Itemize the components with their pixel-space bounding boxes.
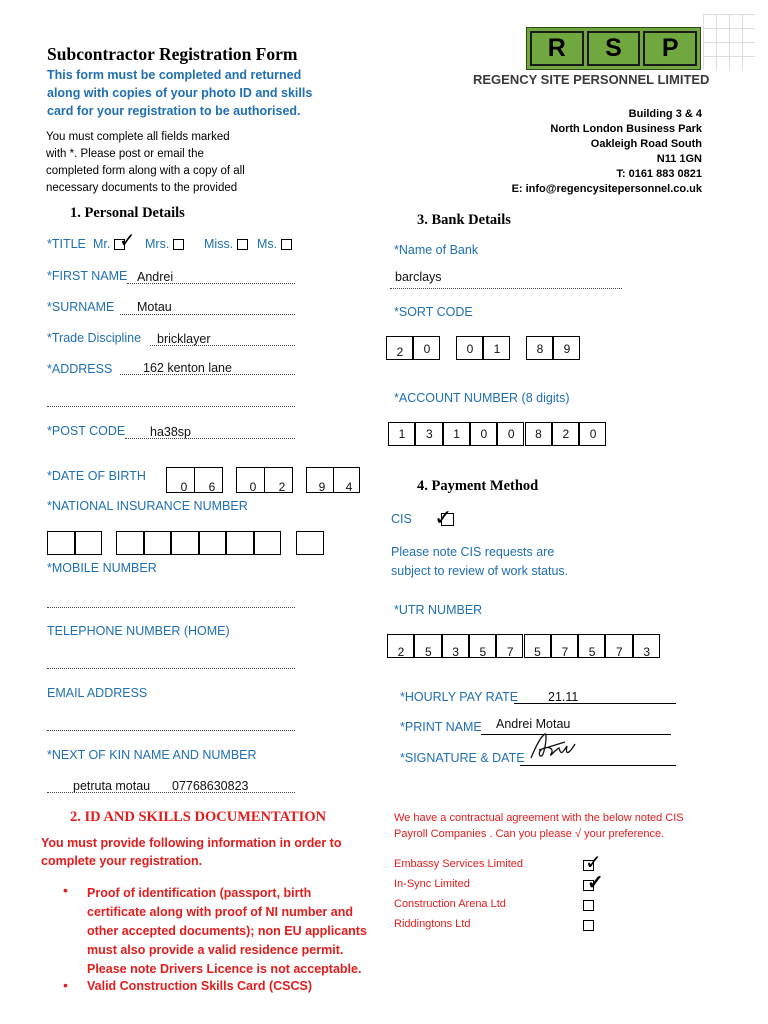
- kin-label: *NEXT OF KIN NAME AND NUMBER: [47, 748, 257, 762]
- dob-digit: 0: [180, 480, 188, 494]
- payroll-company-construction-arena: Construction Arena Ltd: [394, 898, 506, 910]
- mobile-label: *MOBILE NUMBER: [47, 561, 157, 575]
- mobile-line[interactable]: [47, 606, 295, 608]
- bank-details-heading: 3. Bank Details: [417, 212, 511, 228]
- hourly-rate-value[interactable]: 21.11: [548, 690, 579, 704]
- postcode-line: [125, 437, 295, 439]
- dob-digit: 0: [249, 480, 257, 494]
- id-docs-heading: 2. ID AND SKILLS DOCUMENTATION: [70, 809, 327, 825]
- signature-image: [525, 730, 583, 764]
- ni-digit-box[interactable]: [75, 531, 103, 555]
- id-docs-bullet-1: Proof of identification (passport, birth certificate along with proof of NI number and other accepted documents); non EU applicants must also provide a valid residence permit. Please note Drivers Licence is not acceptable.: [87, 886, 367, 976]
- dob-label: *DATE OF BIRTH: [47, 469, 146, 483]
- print-name-value[interactable]: Andrei Motau: [496, 717, 571, 731]
- first-name-label: *FIRST NAME: [47, 269, 128, 283]
- rsp-logo: [526, 27, 701, 70]
- utr-digit: 5: [479, 645, 487, 659]
- logo-letter: P: [643, 31, 697, 66]
- check-mark-icon: ✓: [119, 230, 136, 252]
- ni-digit-box[interactable]: [199, 531, 227, 555]
- account-digit: 0: [480, 427, 488, 441]
- email-label: EMAIL ADDRESS: [47, 686, 148, 700]
- payroll-company-insync: In-Sync Limited: [394, 878, 470, 890]
- account-digit: 1: [453, 427, 460, 441]
- utr-digit: 7: [616, 645, 623, 659]
- company-address: Building 3 & 4 North London Business Park Oakleigh Road South N11 1GN T: 0161 883 0821 E: info@regencysitepersonnel.co.uk: [511, 108, 702, 195]
- postcode-label: *POST CODE: [47, 424, 126, 438]
- utr-digit: 5: [588, 645, 596, 659]
- logo-grid-decoration: [703, 14, 755, 70]
- signature-label: *SIGNATURE & DATE: [400, 751, 525, 765]
- surname-value[interactable]: Motau: [137, 300, 172, 314]
- hourly-rate-line: [514, 703, 676, 704]
- account-digit: 0: [589, 427, 597, 441]
- telephone-line[interactable]: [47, 667, 295, 669]
- sort-code-digit: 9: [563, 342, 571, 356]
- intro-blue: This form must be completed and returned along with copies of your photo ID and skills card for your registration to be authorised.: [47, 68, 313, 118]
- sort-code-digit: 0: [466, 342, 474, 356]
- ni-label: *NATIONAL INSURANCE NUMBER: [47, 499, 248, 513]
- dob-digit: 4: [345, 480, 353, 494]
- title-option-ms[interactable]: Ms.: [257, 237, 292, 251]
- cis-note: Please note CIS requests are subject to review of work status.: [391, 545, 569, 578]
- payment-method-heading: 4. Payment Method: [417, 478, 539, 494]
- dob-digit: 9: [318, 480, 326, 494]
- first-name-line: [127, 282, 295, 284]
- utr-digit: 3: [452, 645, 459, 659]
- utr-digit: 7: [561, 645, 569, 659]
- sort-code-digit: 8: [536, 342, 544, 356]
- ni-digit-box[interactable]: [144, 531, 172, 555]
- dob-digit: 2: [278, 480, 286, 494]
- kin-name-value[interactable]: petruta motau: [73, 779, 151, 793]
- address-line-1: [120, 373, 295, 375]
- payroll-intro: We have a contractual agreement with the below noted CIS Payroll Companies . Can you please √ your preference.: [394, 812, 684, 840]
- sort-code-digit: 1: [493, 342, 501, 356]
- utr-digit: 3: [643, 645, 651, 659]
- check-mark-icon: ✓: [434, 505, 453, 530]
- bank-name-value[interactable]: barclays: [395, 270, 442, 284]
- postcode-value[interactable]: ha38sp: [150, 425, 192, 439]
- bullet-dot: •: [63, 882, 68, 898]
- telephone-label: TELEPHONE NUMBER (HOME): [47, 624, 230, 638]
- check-mark-icon: ✓: [585, 852, 602, 874]
- email-line[interactable]: [47, 729, 295, 731]
- payroll-checkbox-riddingtons[interactable]: [583, 920, 594, 931]
- ni-digit-box[interactable]: [254, 531, 282, 555]
- utr-digit: 2: [397, 645, 405, 659]
- kin-number-value[interactable]: 07768630823: [172, 779, 249, 793]
- account-digit: 3: [425, 427, 433, 441]
- logo-letter: R: [530, 31, 584, 66]
- utr-digit: 5: [424, 645, 432, 659]
- sort-code-digit: 0: [423, 342, 431, 356]
- title-option-mr[interactable]: Mr.: [93, 237, 125, 251]
- logo-letter: S: [587, 31, 641, 66]
- payroll-company-embassy: Embassy Services Limited: [394, 858, 523, 870]
- checkbox[interactable]: [173, 239, 184, 250]
- first-name-value[interactable]: Andrei: [137, 270, 174, 284]
- account-digit: 8: [535, 427, 542, 441]
- surname-label: *SURNAME: [47, 300, 115, 314]
- ni-digit-box[interactable]: [171, 531, 199, 555]
- check-mark-icon: ✓: [587, 872, 604, 894]
- ni-digit-box[interactable]: [296, 531, 324, 555]
- bank-name-line: [390, 287, 622, 289]
- address-value[interactable]: 162 kenton lane: [143, 361, 232, 375]
- sort-code-digit: 2: [396, 345, 404, 359]
- hourly-rate-label: *HOURLY PAY RATE: [400, 690, 519, 704]
- ni-digit-box[interactable]: [47, 531, 75, 555]
- utr-label: *UTR NUMBER: [394, 603, 483, 617]
- kin-line: [47, 791, 295, 793]
- signature-line: [520, 765, 676, 766]
- checkbox[interactable]: [281, 239, 292, 250]
- trade-value[interactable]: bricklayer: [157, 332, 211, 346]
- id-docs-bullet-2: Valid Construction Skills Card (CSCS): [87, 979, 313, 993]
- title-option-miss[interactable]: Miss.: [204, 237, 248, 251]
- cis-label: CIS: [391, 512, 412, 526]
- utr-digit: 5: [534, 645, 541, 659]
- ni-digit-box[interactable]: [226, 531, 254, 555]
- personal-details-heading: 1. Personal Details: [70, 205, 185, 221]
- id-docs-intro: You must provide following information in order to complete your registration.: [41, 836, 342, 868]
- bullet-dot: •: [63, 977, 68, 993]
- account-digit: 2: [562, 427, 570, 441]
- payroll-company-riddingtons: Riddingtons Ltd: [394, 918, 471, 930]
- bank-name-label: *Name of Bank: [394, 243, 479, 257]
- print-name-label: *PRINT NAME: [400, 720, 482, 734]
- checkbox[interactable]: [237, 239, 248, 250]
- trade-line: [150, 344, 295, 346]
- dob-digit: 6: [208, 480, 216, 494]
- form-title: Subcontractor Registration Form: [47, 44, 298, 64]
- account-digit: 1: [398, 427, 406, 441]
- address-label: *ADDRESS: [47, 362, 113, 376]
- surname-line: [120, 313, 295, 315]
- title-option-mrs[interactable]: Mrs.: [145, 237, 184, 251]
- ni-digit-box[interactable]: [116, 531, 144, 555]
- address-line-2: [47, 405, 295, 407]
- account-label: *ACCOUNT NUMBER (8 digits): [394, 391, 570, 405]
- utr-digit: 7: [506, 645, 514, 659]
- intro-black: You must complete all fields marked with *. Please post or email the completed form along with a copy of all necessary documents to the provided: [46, 131, 245, 194]
- sort-code-label: *SORT CODE: [394, 305, 473, 319]
- payroll-checkbox-construction-arena[interactable]: [583, 900, 594, 911]
- company-name: REGENCY SITE PERSONNEL LIMITED: [473, 72, 710, 87]
- trade-label: *Trade Discipline: [47, 331, 142, 345]
- account-digit: 0: [507, 427, 515, 441]
- title-label: *TITLE: [47, 237, 86, 251]
